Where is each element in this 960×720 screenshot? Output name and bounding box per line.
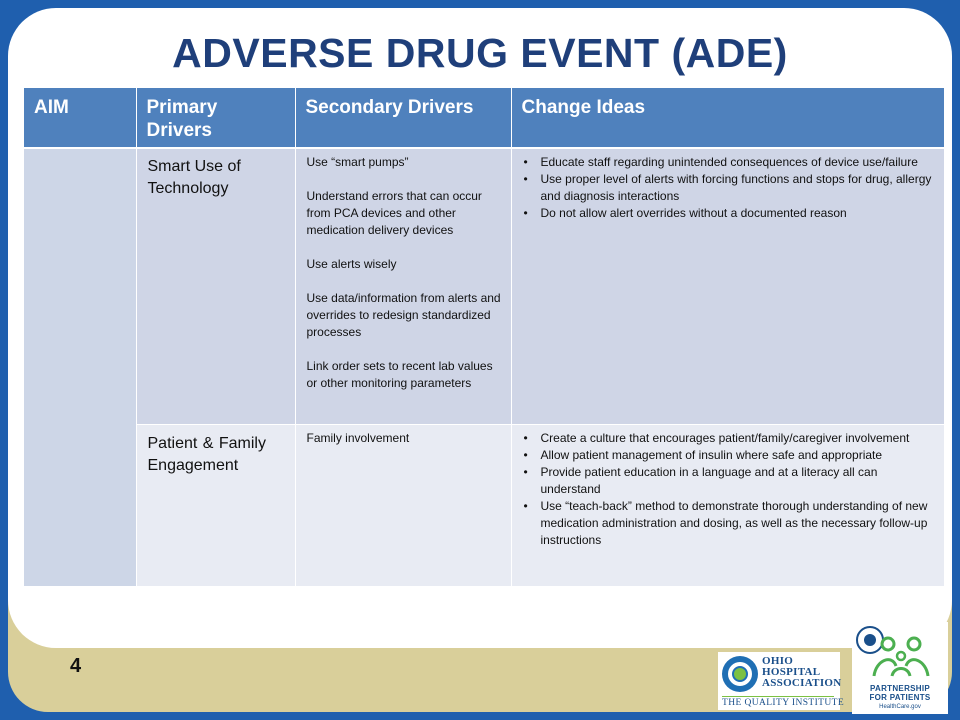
table-row <box>24 148 944 424</box>
header-aim: AIM <box>24 88 136 148</box>
people-group-icon <box>866 632 936 682</box>
change-ideas-cell <box>511 424 944 586</box>
ohio-hospital-association-logo <box>718 652 845 710</box>
oha-logo-text: OHIO HOSPITAL ASSOCIATION <box>762 655 842 689</box>
page-number: 4 <box>70 655 82 677</box>
secondary-drivers-cell <box>295 148 511 424</box>
header-secondary-drivers: Secondary Drivers <box>295 88 511 148</box>
change-idea-item: • Provide patient education in a language and at a literacy all can understand <box>521 464 937 498</box>
change-idea-item: • Educate staff regarding unintended consequences of device use/failure <box>521 154 937 171</box>
pfp-logo-url: HealthCare.gov <box>879 704 921 710</box>
primary-driver-text: Smart Use of Technology <box>147 158 241 197</box>
change-idea-item: • Allow patient management of insulin where safe and appropriate <box>521 447 937 464</box>
secondary-driver-item: Use data/information from alerts and overrides to redesign standardized processes <box>306 291 501 339</box>
primary-driver-cell <box>136 424 295 586</box>
secondary-driver-item: Family involvement <box>306 430 410 445</box>
table-row <box>24 424 944 586</box>
oha-logo-subtitle: THE QUALITY INSTITUTE <box>722 698 845 708</box>
change-idea-item: • Use “teach-back” method to demonstrate thorough understanding of new medication administration and dosing, as well as the necessary follow-up instructions <box>521 498 937 549</box>
header-change-ideas: Change Ideas <box>511 88 944 148</box>
secondary-driver-item: Use “smart pumps” <box>306 155 409 169</box>
primary-driver-cell <box>136 148 295 424</box>
header-primary-drivers: Primary Drivers <box>136 88 295 148</box>
driver-diagram-table <box>24 88 945 587</box>
oha-emblem-icon <box>722 656 758 692</box>
secondary-driver-item: Use alerts wisely <box>306 257 397 271</box>
change-idea-item: • Create a culture that encourages patient/family/caregiver involvement <box>521 430 937 447</box>
aim-cell <box>24 148 136 586</box>
secondary-drivers-cell <box>295 424 511 586</box>
partnership-for-patients-logo <box>852 622 948 714</box>
secondary-driver-item: Link order sets to recent lab values or other monitoring parameters <box>306 359 493 390</box>
secondary-driver-item: Understand errors that can occur from PCA devices and other medication delivery devices <box>306 189 482 237</box>
change-ideas-cell <box>511 148 944 424</box>
pfp-logo-text: PARTNERSHIP FOR PATIENTS <box>869 684 931 702</box>
primary-driver-text: Patient & Family Engagement <box>147 434 266 474</box>
change-idea-item: • Do not allow alert overrides without a documented reason <box>521 205 937 222</box>
change-idea-item: • Use proper level of alerts with forcing functions and stops for drug, allergy and diagnosis interactions <box>521 171 937 205</box>
table-header-row <box>24 88 944 148</box>
slide-title: ADVERSE DRUG EVENT (ADE) <box>172 30 788 76</box>
